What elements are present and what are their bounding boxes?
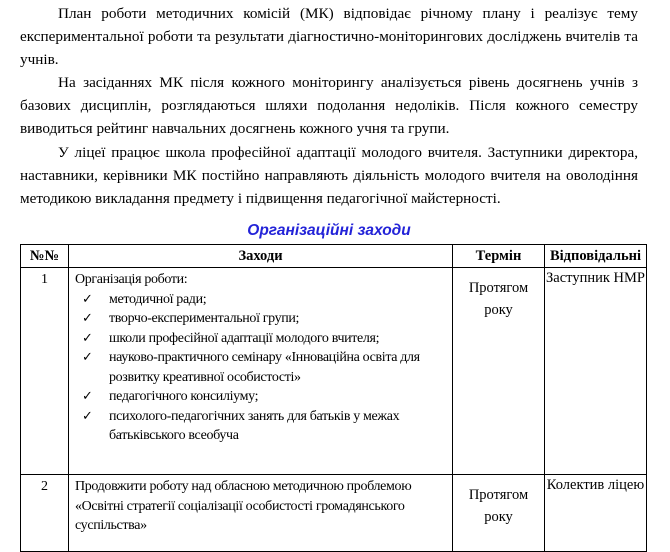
check-icon: ✓	[82, 330, 93, 346]
list-item-text: науково-практичного семінару «Інноваційна освіта для розвитку креативної особистості»	[109, 350, 420, 385]
row-title: Організація роботи:	[75, 272, 188, 287]
header-num: №№	[21, 245, 69, 268]
row-responsible: Колектив ліцею	[545, 475, 647, 552]
list-item	[75, 309, 449, 329]
paragraph-2: На засіданнях МК після кожного моніторингу аналізується рівень досягнень учнів з базових дисциплін, розглядаються шляхи подолання недоліків. Після кожного семестру виводиться рейтинг навчальних досягнень кожного учня та групи.	[20, 74, 638, 138]
header-events: Заходи	[69, 245, 453, 268]
table-header-row	[21, 245, 647, 268]
intro-text	[20, 2, 638, 210]
row-events	[69, 268, 453, 475]
header-term: Термін	[453, 245, 545, 268]
list-item	[75, 407, 449, 446]
table-row	[21, 268, 647, 475]
table-row	[21, 475, 647, 552]
row-number: 2	[21, 475, 69, 552]
list-item	[75, 387, 449, 407]
list-item-text: творчо-експериментальної групи;	[109, 311, 300, 326]
row-events: Продовжити роботу над обласною методичною проблемою «Освітні стратегії соціалізації особистості громадянського суспільства»	[69, 475, 453, 552]
header-responsible: Відповідальні	[545, 245, 647, 268]
list-item-text: методичної ради;	[109, 291, 207, 307]
check-list	[75, 290, 449, 446]
events-table	[20, 244, 647, 552]
paragraph-3: У ліцеї працює школа професійної адаптації молодого вчителя. Заступники директора, наставники, керівники МК постійно направляють діяльність молодого вчителя на оволодіння методикою викладання предмету і підвищення педагогічної майстерності.	[20, 143, 638, 207]
check-icon: ✓	[82, 389, 93, 404]
row-term: Протягом року	[453, 475, 545, 552]
section-heading: Організаційні заходи	[247, 222, 411, 239]
list-item-text: педагогічного консиліуму;	[109, 389, 259, 404]
row-responsible: Заступник НМР	[545, 268, 647, 475]
check-icon: ✓	[82, 408, 93, 424]
row-term: Протягом року	[453, 268, 545, 475]
list-item	[75, 290, 449, 310]
list-item	[75, 329, 449, 349]
check-icon: ✓	[82, 311, 93, 326]
list-item-text: школи професійної адаптації молодого вчителя;	[109, 330, 380, 346]
list-item	[75, 348, 449, 387]
check-icon: ✓	[82, 350, 93, 365]
list-item-text: психолого-педагогічних занять для батьків у межах батьківського всеобуча	[109, 408, 400, 443]
check-icon: ✓	[82, 291, 93, 307]
paragraph-1: План роботи методичних комісій (МК) відповідає річному плану і реалізує тему експериментальної роботи та результати діагностично-моніторингових досліджень вчителів та учнів.	[20, 5, 638, 69]
row-number: 1	[21, 268, 69, 475]
